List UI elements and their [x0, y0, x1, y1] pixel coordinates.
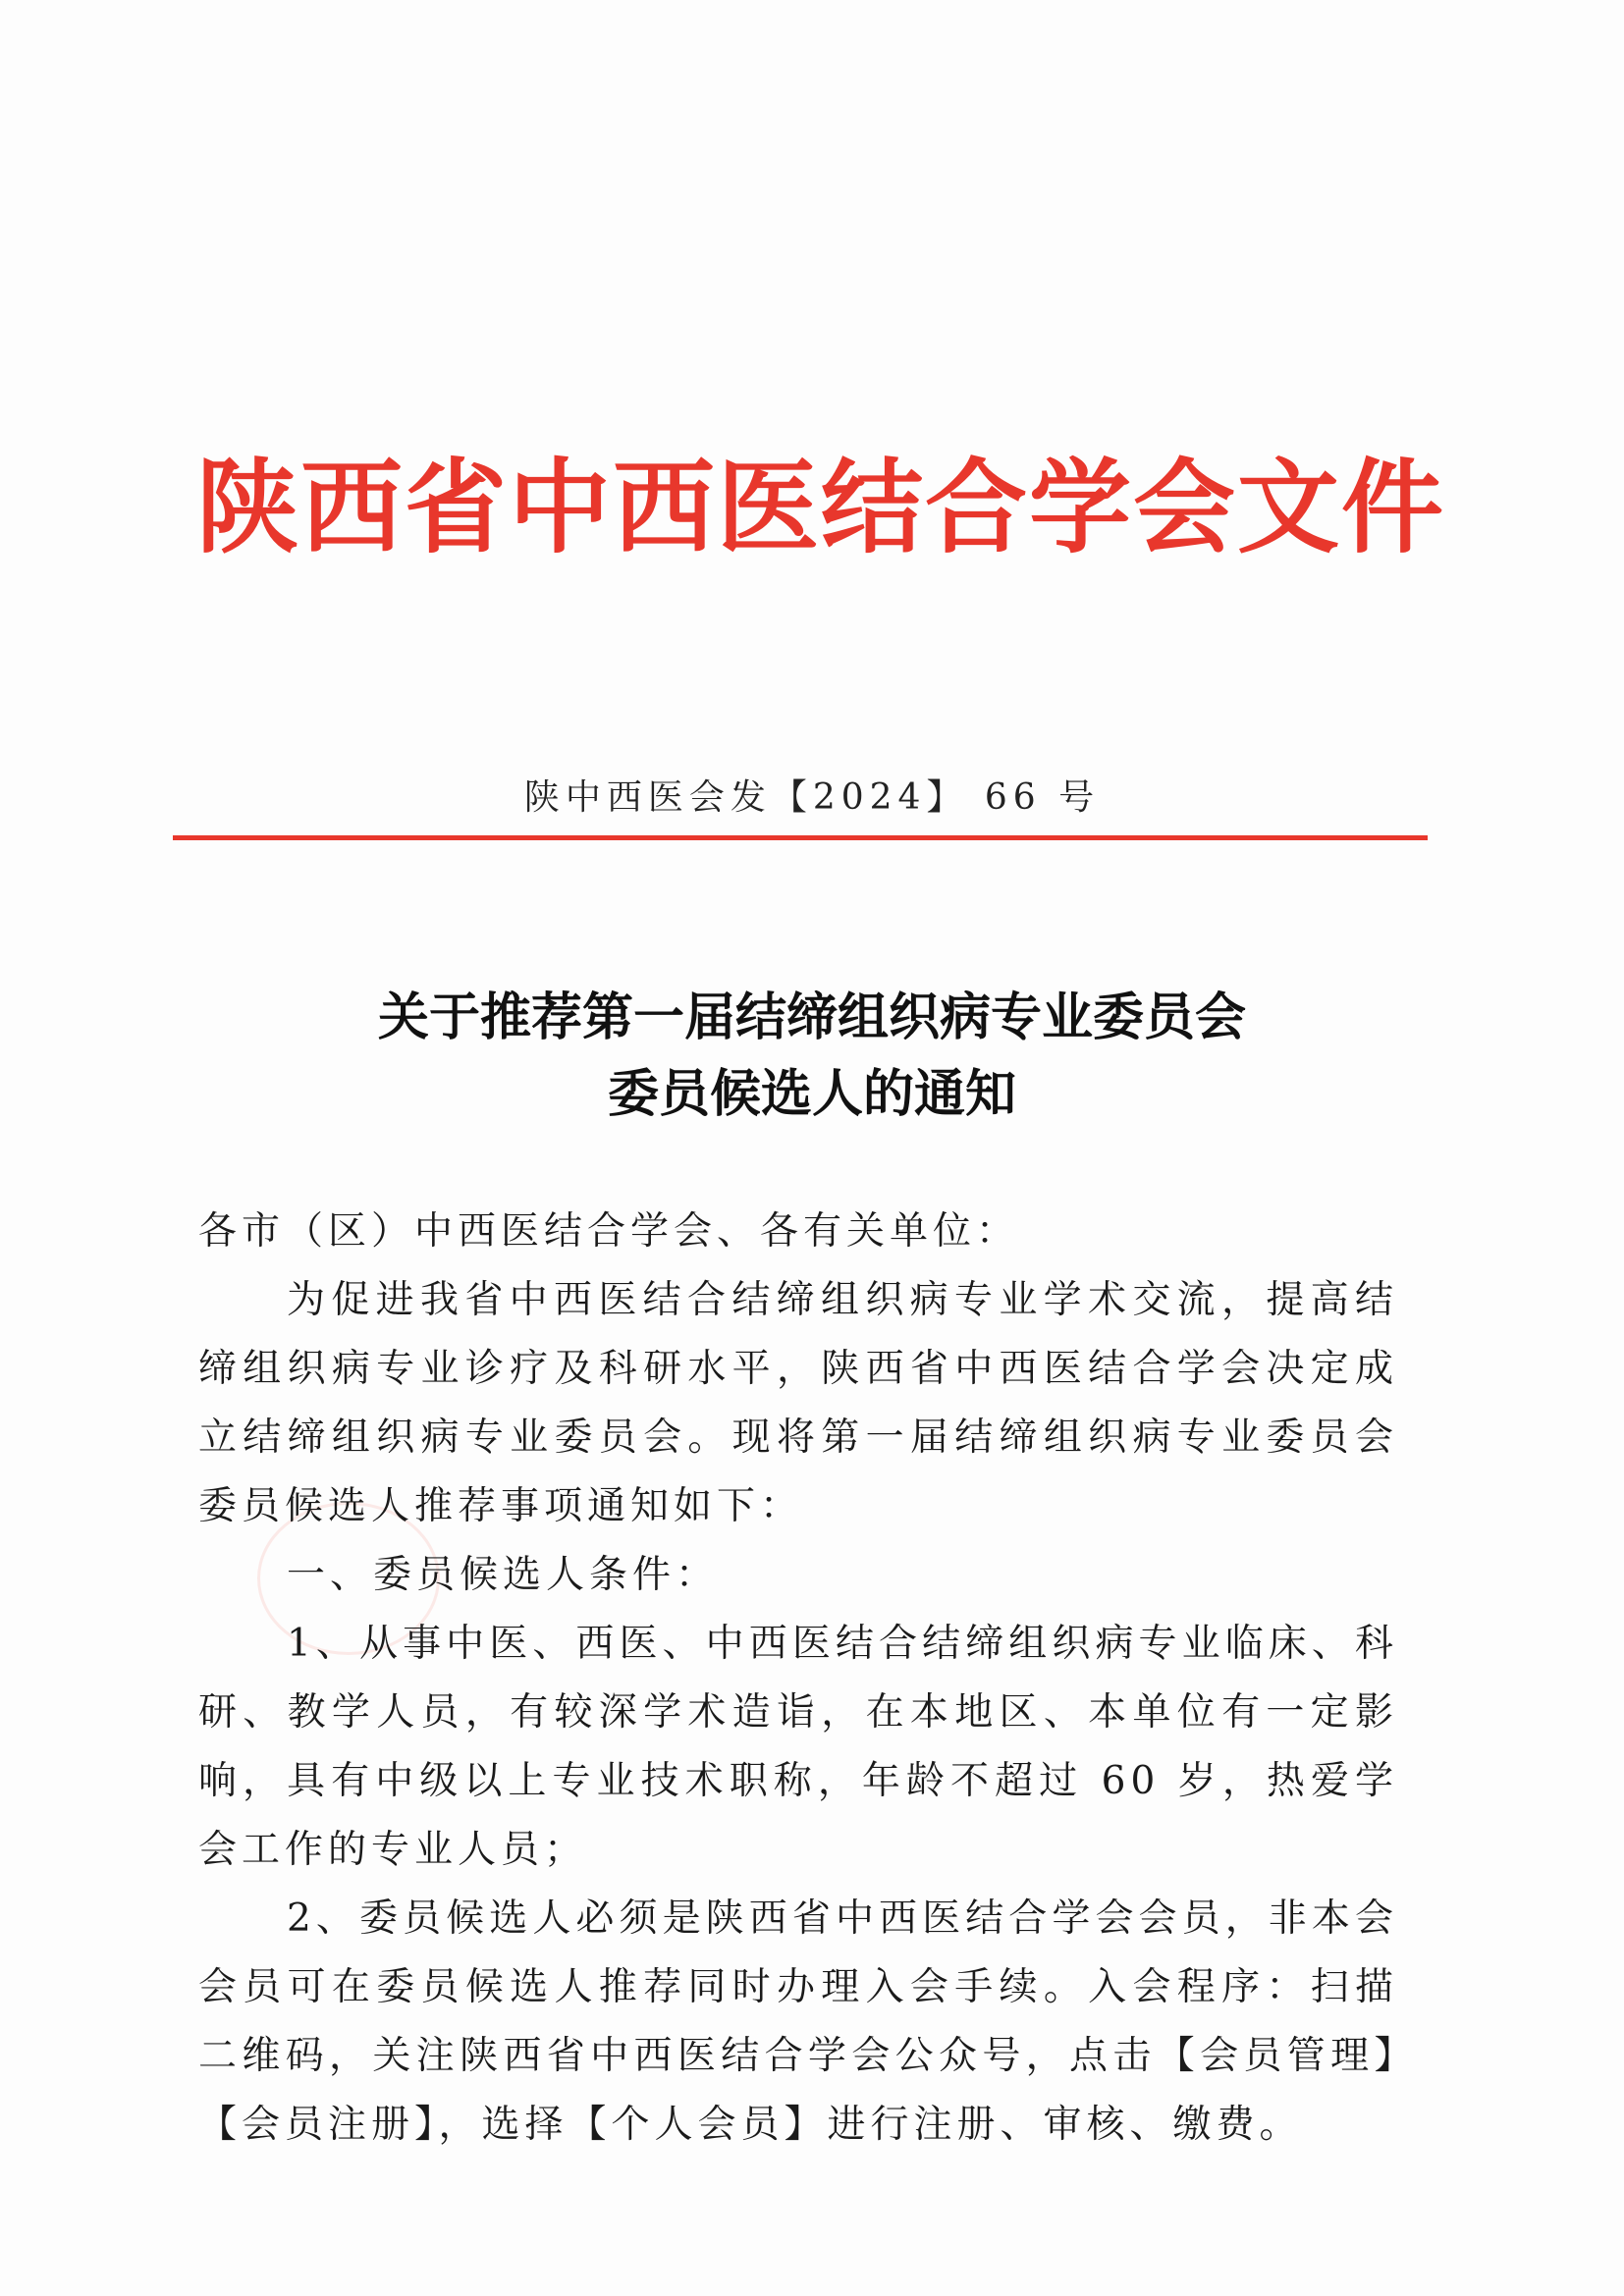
notice-title-line-1: 关于推荐第一届结缔组织病专业委员会: [377, 988, 1246, 1047]
notice-body: [198, 1198, 1398, 2160]
red-divider-line: [173, 835, 1428, 840]
condition-item-1: 1、从事中医、西医、中西医结合结缔组织病专业临床、科研、教学人员，有较深学术造诣，在本地区、本单位有一定影响，具有中级以上专业技术职称，年龄不超过 60 岁，热爱学会工作的专业人员；: [198, 1622, 1398, 1872]
intro-paragraph: 为促进我省中西医结合结缔组织病专业学术交流，提高结缔组织病专业诊疗及科研水平，陕西省中西医结合学会决定成立结缔组织病专业委员会。现将第一届结缔组织病专业委员会委员候选人推荐事项通知如下：: [198, 1278, 1398, 1528]
salutation: 各市（区）中西医结合学会、各有关单位：: [198, 1209, 1020, 1254]
condition-item-2: 2、委员候选人必须是陕西省中西医结合学会会员，非本会会员可在委员候选人推荐同时办理入会手续。入会程序：扫描二维码，关注陕西省中西医结合学会公众号，点击【会员管理】【会员注册】，选择【个人会员】进行注册、审核、缴费。: [198, 1896, 1398, 2147]
section-1-heading: 一、委员候选人条件：: [287, 1553, 720, 1597]
org-header-title: 陕西省中西医结合学会文件: [196, 448, 1446, 567]
notice-title: [147, 980, 1477, 1133]
notice-title-line-2: 委员候选人的通知: [607, 1064, 1016, 1124]
document-number: 陕中西医会发【2024】 66 号: [523, 777, 1101, 818]
